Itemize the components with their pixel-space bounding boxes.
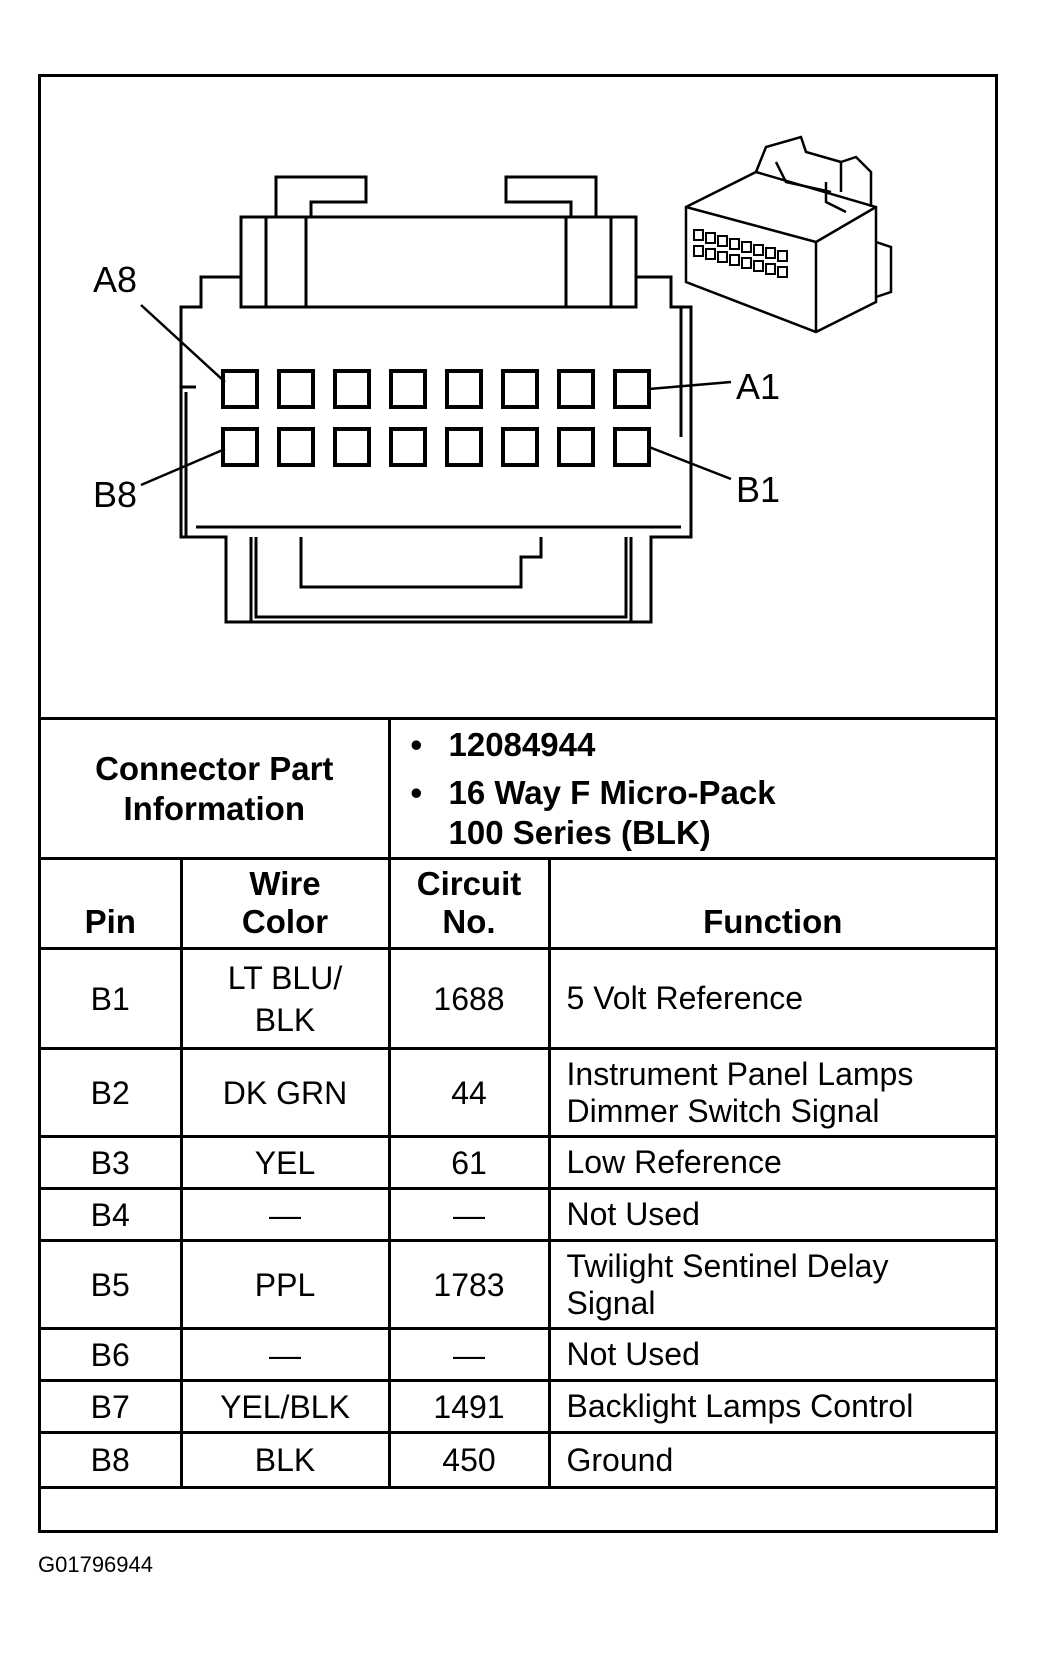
function-cell <box>549 1241 995 1329</box>
pinout-table <box>41 717 995 1489</box>
function-cell-line1: Twilight Sentinel Delay <box>566 1247 889 1284</box>
header-circuit-line2: No. <box>442 903 496 940</box>
function-cell-line1: 5 Volt Reference <box>566 980 804 1016</box>
header-function: Function <box>549 859 995 949</box>
connector-type: • 16 Way F Micro-Pack <box>410 773 776 811</box>
connector-info-label-line2: Information <box>123 789 305 827</box>
wire-color-cell-line1: DK GRN <box>222 1074 348 1111</box>
wire-color-cell <box>181 1137 389 1189</box>
wire-color-cell <box>181 1433 389 1488</box>
function-cell-line1: Instrument Panel Lamps <box>566 1055 914 1092</box>
pin-cell <box>41 1433 181 1488</box>
connector-info-row <box>41 719 995 859</box>
table-row <box>41 1381 995 1433</box>
circuit-cell-line1: 61 <box>451 1144 487 1181</box>
pin-cell <box>41 1049 181 1137</box>
wire-color-cell-line2: BLK <box>254 1001 316 1038</box>
header-wire-color-line1: Wire <box>249 865 321 902</box>
circuit-cell-line1: 1688 <box>433 980 505 1017</box>
circuit-cell-line1: 1491 <box>433 1388 505 1425</box>
pin-cell-line1: B1 <box>90 980 130 1017</box>
pin-cell-line1: B5 <box>90 1266 130 1303</box>
table-row <box>41 1241 995 1329</box>
wire-color-cell-line1: PPL <box>254 1266 316 1303</box>
diagram-frame <box>38 74 998 1533</box>
circuit-cell-line1: 450 <box>442 1442 496 1478</box>
pin-label-a1: A1 <box>736 366 781 407</box>
header-wire-color-line2: Color <box>241 903 329 940</box>
pin-cell-line1: B8 <box>90 1442 130 1478</box>
connector-diagram <box>41 77 995 717</box>
table-row <box>41 1329 995 1381</box>
function-cell <box>549 1433 995 1488</box>
function-cell <box>549 1329 995 1381</box>
pin-cell <box>41 1189 181 1241</box>
pin-cell <box>41 1241 181 1329</box>
wire-color-cell-line1: BLK <box>254 1442 316 1478</box>
table-row <box>41 1189 995 1241</box>
table-row <box>41 1433 995 1488</box>
pin-cell <box>41 1137 181 1189</box>
circuit-cell <box>389 1189 549 1241</box>
function-cell <box>549 949 995 1049</box>
circuit-cell <box>389 949 549 1049</box>
function-cell <box>549 1189 995 1241</box>
pin-label-b8: B8 <box>93 474 138 515</box>
circuit-cell <box>389 1241 549 1329</box>
connector-series: 100 Series (BLK) <box>448 813 711 851</box>
circuit-cell-line1: 44 <box>451 1074 487 1111</box>
function-cell-line1: Not Used <box>566 1336 700 1372</box>
pin-cell-line1: B4 <box>90 1196 130 1233</box>
wire-color-cell <box>181 1241 389 1329</box>
pin-label-b1: B1 <box>736 469 781 510</box>
connector-3d-icon <box>676 132 896 342</box>
function-cell <box>549 1049 995 1137</box>
circuit-cell-line1: 1783 <box>433 1266 505 1303</box>
pin-cell-line1: B3 <box>90 1144 130 1181</box>
wire-color-cell <box>181 1329 389 1381</box>
function-cell <box>549 1137 995 1189</box>
function-cell-line1: Ground <box>566 1441 674 1478</box>
pin-cell-line1: B7 <box>90 1388 130 1425</box>
function-cell-line2: Signal <box>566 1284 656 1321</box>
wire-color-cell-line1: — <box>269 1196 301 1233</box>
wire-color-cell-line1: LT BLU/ <box>227 959 343 996</box>
function-cell-line2: Dimmer Switch Signal <box>566 1092 880 1129</box>
circuit-cell <box>389 1381 549 1433</box>
pin-cell <box>41 949 181 1049</box>
pin-cell <box>41 1329 181 1381</box>
wire-color-cell-line1: YEL <box>254 1144 316 1181</box>
function-cell-line1: Low Reference <box>566 1144 782 1180</box>
table-row <box>41 1049 995 1137</box>
wire-color-cell-line1: — <box>269 1336 301 1373</box>
header-wire-color <box>181 859 389 949</box>
wire-color-cell-line1: YEL/BLK <box>220 1388 350 1425</box>
figure-id: G01796944 <box>38 1552 153 1577</box>
function-cell-line1: Backlight Lamps Control <box>566 1388 914 1424</box>
circuit-cell <box>389 1137 549 1189</box>
function-cell <box>549 1381 995 1433</box>
function-cell-line1: Not Used <box>566 1196 700 1232</box>
table-row <box>41 949 995 1049</box>
wire-color-cell <box>181 1049 389 1137</box>
connector-info-label-line1: Connector Part <box>95 749 334 787</box>
pin-cell-line1: B6 <box>90 1336 130 1373</box>
table-header-row <box>41 859 995 949</box>
circuit-cell <box>389 1049 549 1137</box>
wire-color-cell <box>181 1381 389 1433</box>
header-circuit-line1: Circuit <box>416 865 522 902</box>
table-row <box>41 1137 995 1189</box>
circuit-cell-line1: — <box>453 1196 485 1233</box>
pin-label-a8: A8 <box>93 259 138 300</box>
wire-color-cell <box>181 949 389 1049</box>
wire-color-cell <box>181 1189 389 1241</box>
circuit-cell <box>389 1433 549 1488</box>
circuit-cell <box>389 1329 549 1381</box>
circuit-cell-line1: — <box>453 1336 485 1373</box>
connector-info-label <box>41 719 389 859</box>
pin-cell-line1: B2 <box>90 1074 130 1111</box>
header-pin: Pin <box>41 859 181 949</box>
pin-cell <box>41 1381 181 1433</box>
connector-info-value <box>389 719 995 859</box>
connector-part-number: • 12084944 <box>410 725 596 763</box>
header-circuit <box>389 859 549 949</box>
